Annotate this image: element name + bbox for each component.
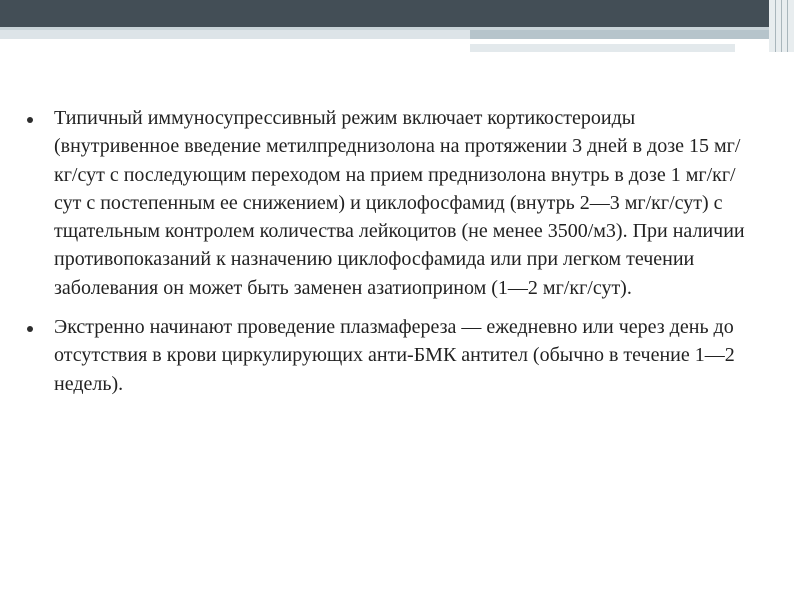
- header-accent-strip-left: [0, 30, 470, 39]
- slide-content: [27, 104, 752, 409]
- bullet-item-plasmapheresis: [27, 313, 752, 398]
- corner-decoration-line: [787, 0, 788, 52]
- corner-decoration-line: [775, 0, 776, 52]
- bullet-dot-icon: [27, 117, 33, 123]
- bullet-text: Типичный иммуносупрессивный режим включает кортикостероиды (внутривенное введение метилпреднизолона на протяжении 3 дней в дозе 15 мг/кг/сут с последующим переходом на прием преднизолона внутрь в дозе 1 мг/кг/сут с постепенным ее снижением) и циклофосфамид (внутрь 2—3 мг/кг/сут) с тщательным контролем количества лейкоцитов (не менее 3500/м3). При наличии противопоказаний к назначению циклофосфамида или при легком течении заболевания он может быть заменен азатиоприном (1—2 мг/кг/сут).: [54, 107, 745, 299]
- bullet-item-immunosuppression: [27, 104, 752, 302]
- header-bar: [0, 0, 794, 27]
- bullet-list: [27, 104, 752, 398]
- bullet-text: Экстренно начинают проведение плазмафереза — ежедневно или через день до отсутствия в крови циркулирующих анти-БМК антител (обычно в течение 1—2 недель).: [54, 316, 735, 395]
- bullet-dot-icon: [27, 326, 33, 332]
- corner-decoration-line: [781, 0, 782, 52]
- header-accent-strip-lower: [470, 44, 735, 52]
- header-accent-strip-right: [470, 30, 794, 39]
